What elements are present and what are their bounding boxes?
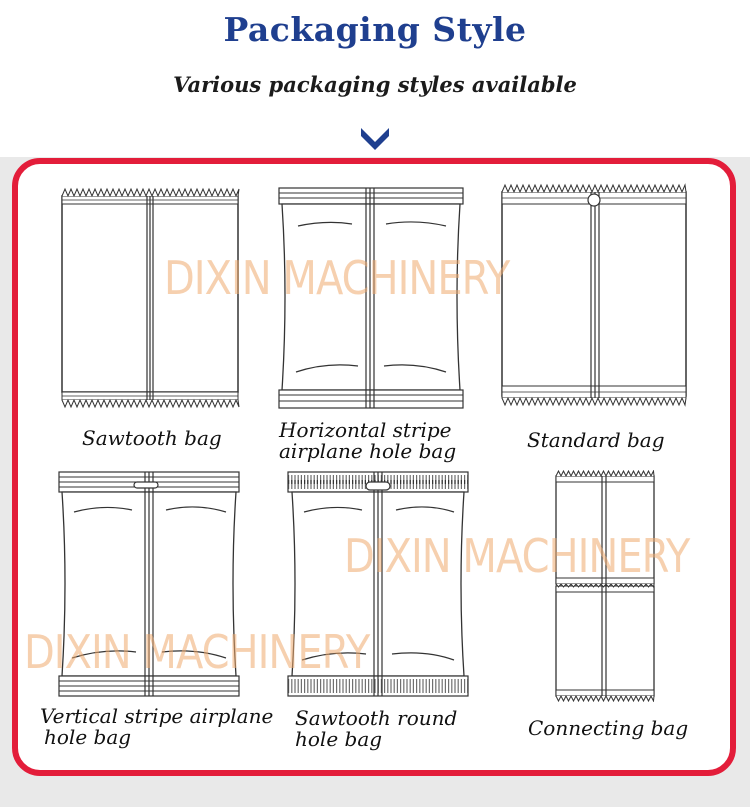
standard-bag-image (498, 180, 692, 418)
sawtooth-round-bag-label-1: Sawtooth round (295, 706, 458, 730)
sawtooth-edge (62, 189, 239, 196)
chevron-down-icon (358, 124, 392, 152)
sawtooth-bag-label: Sawtooth bag (82, 426, 222, 450)
sawtooth-edge (556, 471, 654, 476)
page-subtitle: Various packaging styles available (173, 72, 577, 97)
vertical-stripe-bag-label-2: hole bag (44, 725, 132, 749)
connecting-bag-label: Connecting bag (528, 716, 689, 740)
watermark: DIXIN MACHINERY (344, 530, 690, 584)
standard-bag-label: Standard bag (527, 428, 665, 452)
horizontal-stripe-bag-label-2: airplane hole bag (279, 439, 457, 463)
sawtooth-edge (62, 400, 239, 407)
sawtooth-edge (556, 696, 654, 701)
watermark: DIXIN MACHINERY (164, 252, 510, 306)
horizontal-stripe-bag-label-1: Horizontal stripe (279, 418, 452, 442)
sawtooth-edge (502, 185, 686, 192)
vertical-stripe-bag-label-1: Vertical stripe airplane (40, 704, 274, 728)
sawtooth-edge (502, 398, 686, 405)
watermark: DIXIN MACHINERY (24, 626, 370, 680)
page-title: Packaging Style (223, 10, 527, 49)
connecting-bag-image (552, 470, 658, 702)
sawtooth-round-bag-label-2: hole bag (295, 727, 383, 751)
